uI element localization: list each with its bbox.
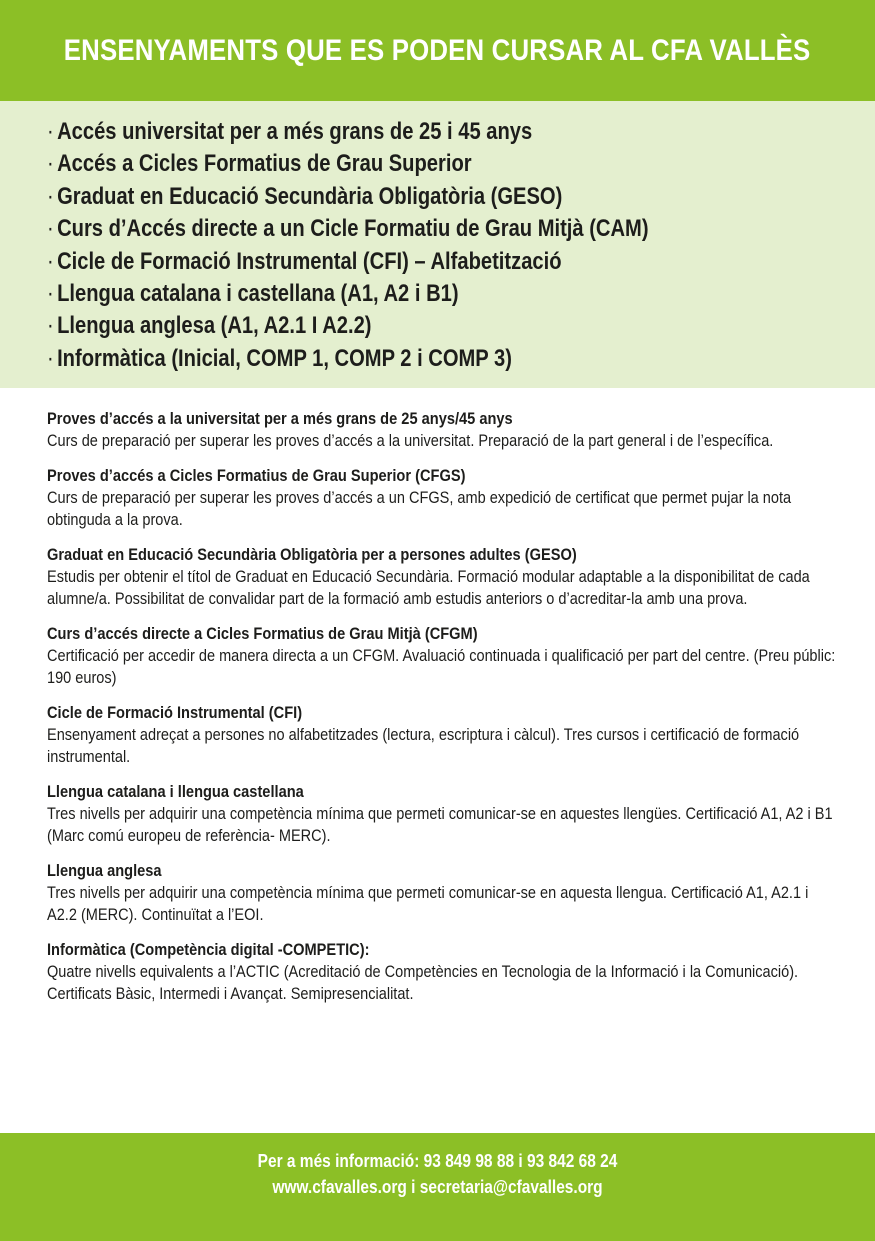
section-cfgs-access [47, 465, 837, 532]
section-title: Llengua anglesa [47, 860, 162, 880]
contact-web-line: www.cfavalles.org i secretaria@cfavalles.org [272, 1177, 603, 1197]
section-text: Tres nivells per adquirir una competència mínima que permeti comunicar-se en aquesta llengua. Certificació A1, A2.1 i A2.2 (MERC). Continuïtat a l’EOI. [47, 882, 809, 924]
section-text: Estudis per obtenir el títol de Graduat en Educació Secundària. Formació modular adaptable a la disponibilitat de cada alumne/a. Possibilitat de convalidar part de la formació amb estudis anteriors o d’acreditar-la amb una prova. [47, 566, 810, 608]
offer-list-item: · Curs d’Accés directe a un Cicle Formatiu de Grau Mitjà (CAM) [47, 215, 649, 243]
section-text: Ensenyament adreçat a persones no alfabetitzades (lectura, escriptura i càlcul). Tres cursos i certificació de formació instrumental. [47, 724, 800, 766]
offer-list-item: · Accés universitat per a més grans de 25 i 45 anys [47, 118, 533, 145]
section-text: Curs de preparació per superar les proves d’accés a un CFGS, amb expedició de certificat que permet pujar la nota obtinguda a la prova. [47, 487, 792, 529]
bullet-icon: · [47, 150, 54, 178]
offer-list [47, 116, 763, 375]
section-title: Proves d’accés a la universitat per a més grans de 25 anys/45 anys [47, 409, 513, 428]
section-title: Graduat en Educació Secundària Obligatòria per a persones adultes (GESO) [47, 544, 577, 564]
course-descriptions [47, 408, 837, 1018]
section-title: Cicle de Formació Instrumental (CFI) [47, 702, 303, 722]
bullet-icon: · [47, 118, 54, 145]
page-header [0, 0, 875, 101]
page-title: ENSENYAMENTS QUE ES PODEN CURSAR AL CFA VALLÈS [64, 33, 811, 67]
section-text: Certificació per accedir de manera directa a un CFGM. Avaluació continuada i qualificació per part del centre. (Preu públic: 190 euros) [47, 645, 836, 687]
bullet-icon: · [47, 279, 54, 307]
section-cfi [47, 702, 837, 769]
section-university-access [47, 408, 837, 453]
section-english [47, 860, 837, 927]
offer-list-item: · Graduat en Educació Secundària Obligatòria (GESO) [47, 182, 563, 210]
section-text: Curs de preparació per superar les proves d’accés a la universitat. Preparació de la part general i de l’específica. [47, 431, 774, 450]
section-title: Informàtica (Competència digital -COMPETIC): [47, 939, 370, 959]
offer-list-item: · Cicle de Formació Instrumental (CFI) – Alfabetització [47, 247, 562, 275]
bullet-icon: · [47, 182, 54, 210]
section-text: Tres nivells per adquirir una competència mínima que permeti comunicar-se en aquestes llengües. Certificació A1, A2 i B1 (Marc comú europeu de referència- MERC). [47, 803, 833, 845]
offer-list-band [0, 101, 875, 388]
offer-list-item: · Informàtica (Inicial, COMP 1, COMP 2 i COMP 3) [47, 344, 512, 372]
offer-list-item: · Llengua catalana i castellana (A1, A2 i B1) [47, 279, 459, 307]
section-geso [47, 544, 837, 611]
section-text: Quatre nivells equivalents a l’ACTIC (Acreditació de Competències en Tecnologia de la Informació i la Comunicació). Certificats Bàsic, Intermedi i Avançat. Semipresencialitat. [47, 961, 799, 1003]
section-title: Curs d’accés directe a Cicles Formatius de Grau Mitjà (CFGM) [47, 623, 478, 643]
section-computing [47, 939, 837, 1006]
offer-list-item: · Accés a Cicles Formatius de Grau Superior [47, 150, 472, 178]
bullet-icon: · [47, 215, 54, 243]
bullet-icon: · [47, 247, 54, 275]
offer-list-item: · Llengua anglesa (A1, A2.1 I A2.2) [47, 312, 372, 340]
section-title: Llengua catalana i llengua castellana [47, 781, 304, 801]
section-title: Proves d’accés a Cicles Formatius de Grau Superior (CFGS) [47, 465, 466, 485]
contact-phone-line: Per a més informació: 93 849 98 88 i 93 842 68 24 [257, 1151, 618, 1171]
bullet-icon: · [47, 344, 54, 372]
bullet-icon: · [47, 312, 54, 340]
section-cfgm-access [47, 623, 837, 690]
section-catalan-spanish [47, 781, 837, 848]
page-footer [0, 1133, 875, 1241]
